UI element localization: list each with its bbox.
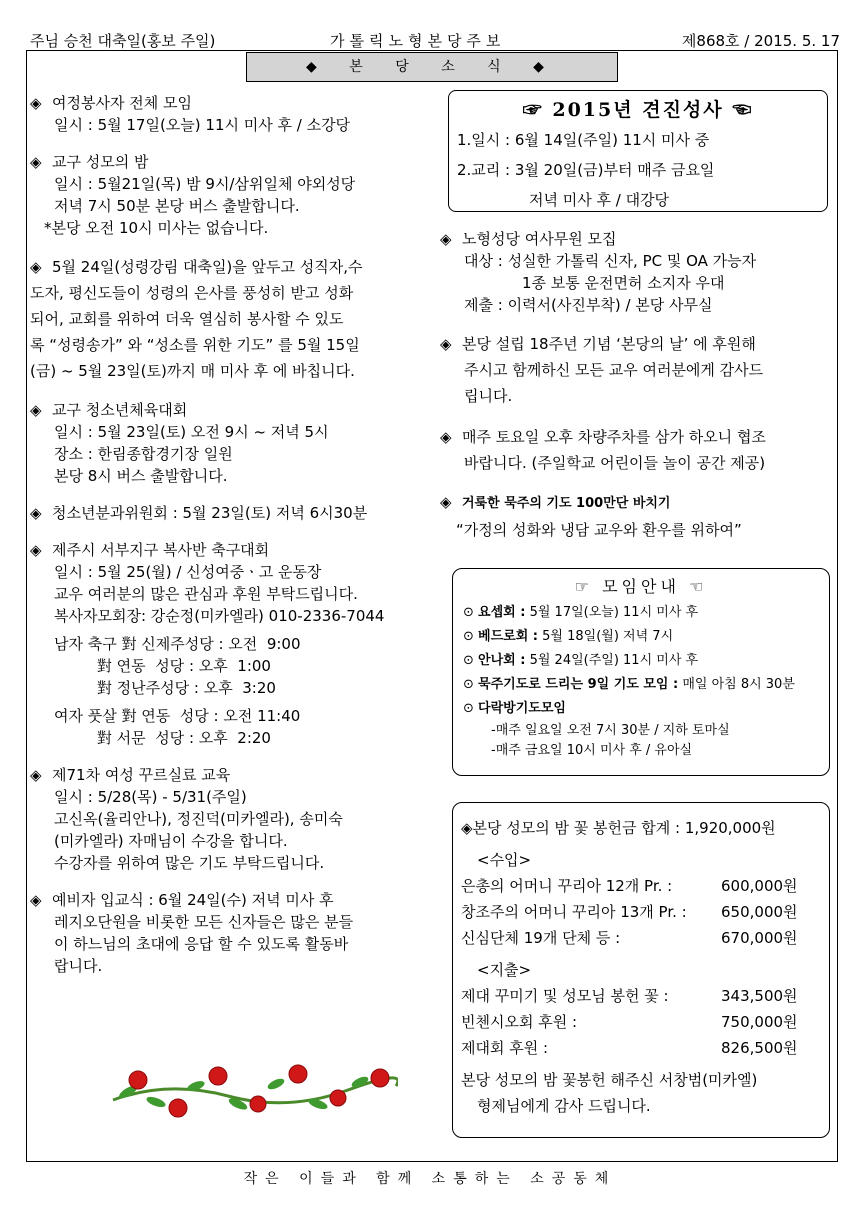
meeting-row: ⊙ 묵주기도로 드리는 9일 기도 모임 : 매일 아침 8시 30분	[463, 677, 795, 692]
notice-youth-sports: ◈ 교구 청소년체육대회 일시 : 5월 23일(토) 오전 9시 ~ 저녁 5시 장소 : 한림종합경기장 일원 본당 8시 버스 출발합니다.	[30, 401, 329, 485]
match-row: 對 서문 성당 : 오후 2:20	[54, 729, 271, 747]
notice-pentecost: ◈ 5월 24일(성령강림 대축일)을 앞두고 성직자,수 도자, 평신도들이 성령의 은사를 풍성히 받고 성화 되어, 교회를 위하여 더욱 열심히 봉사할 수 있도 록 “성령송가” 와 “성소를 위한 기도” 를 5월 15일 (금) ~ 5월 23일(토)까지 매 미사 후 에 바칩니다.	[30, 254, 435, 384]
header-issue: 제868호 / 2015. 5. 17	[681, 32, 840, 50]
match-row: 남자 축구 對 신제주성당 : 오전 9:00	[54, 635, 301, 653]
notice-marian-night: ◈ 교구 성모의 밤 일시 : 5월21일(목) 밤 9시/삼위일체 야외성당 저녁 7시 50분 본당 버스 출발합니다. *본당 오전 10시 미사는 없습니다.	[30, 153, 356, 237]
notice-rosary: ◈ 거룩한 묵주의 기도 100만단 바치기 “가정의 성화와 냉담 교우와 환우를 위하여”	[440, 493, 742, 539]
bullet-icon: ◈	[30, 504, 42, 522]
notice-parking: ◈ 매주 토요일 오후 차량주차를 삼가 하오니 협조 바랍니다. (주일학교 어린이들 놀이 공간 제공)	[440, 424, 835, 476]
expense-heading: <지출>	[477, 961, 532, 979]
meeting-row: ⊙ 요셉회 : 5월 17일(오늘) 11시 미사 후	[463, 605, 699, 620]
bullet-icon: ◈	[30, 94, 42, 112]
income-heading: <수입>	[477, 851, 532, 869]
meetings-box: ☞ 모임안내 ☜ ⊙ 요셉회 : 5월 17일(오늘) 11시 미사 후 ⊙ 베드로회 : 5월 18일(월) 저녁 7시 ⊙ 안나회 : 5월 24일(주일) 11시 미사 후 ⊙ 묵주기도로 드리는 9일 기도 모임 : 매일 아침 8시 30분 ⊙ 다락방기도모임 -매주 일요일 오전 7시 30분 / 지하 토마실 -매주 금요일 10시 미사 후 / 유아실	[452, 568, 830, 776]
confirmation-box: ☞ 2015년 견진성사 ☜ 1.일시 : 6월 14일(주일) 11시 미사 중 2.교리 : 3월 20일(금)부터 매주 금요일 저녁 미사 후 / 대강당	[448, 90, 828, 212]
match-row: 여자 풋살 對 연동 성당 : 오전 11:40	[54, 707, 301, 725]
notice-parish-day: ◈ 본당 설립 18주년 기념 ‘본당의 날’ 에 후원해 주시고 함께하신 모든 교우 여러분에게 감사드 립니다.	[440, 331, 835, 409]
circle-icon: ⊙	[463, 629, 474, 644]
circle-icon: ⊙	[463, 677, 474, 692]
bullet-icon: ◈	[440, 493, 452, 511]
left-column	[30, 92, 435, 992]
right-column	[440, 228, 835, 556]
confirmation-title: ☞ 2015년 견진성사 ☜	[522, 99, 754, 121]
bullet-icon: ◈	[440, 428, 452, 446]
match-row: 對 연동 성당 : 오후 1:00	[54, 657, 271, 675]
income-row: 창조주의 어머니 꾸리아 13개 Pr. : 650,000원	[461, 903, 798, 921]
income-row: 은총의 어머니 꾸리아 12개 Pr. : 600,000원	[461, 877, 798, 895]
bullet-icon: ◈	[440, 230, 452, 248]
notice-cursillo: ◈ 제71차 여성 꾸르실료 교육 일시 : 5/28(목) - 5/31(주일) 고신옥(율리안나), 정진덕(미카엘라), 송미숙 (미카엘라) 자매님이 수강을 합니다. 수강자를 위하여 많은 기도 부탁드립니다.	[30, 766, 343, 872]
offering-box	[452, 802, 830, 1138]
bullet-icon: ◈	[30, 258, 42, 276]
header-bulletin-name: 가톨릭노형본당주보	[330, 32, 506, 50]
meeting-row: ⊙ 다락방기도모임	[463, 701, 566, 716]
circle-icon: ⊙	[463, 605, 474, 620]
meeting-row: ⊙ 안나회 : 5월 24일(주일) 11시 미사 후	[463, 653, 699, 668]
notice-football: ◈ 제주시 서부지구 복사반 축구대회 일시 : 5월 25(월) / 신성여중ㆍ고 운동장 교우 여러분의 많은 관심과 후원 부탁드립니다. 복사자모회장: 강순정(미카엘라) 010-2336-7044 남자 축구 對 신제주성당 : 오전 9:00 對 연동 성당 : 오후 1:00 對 정난주성당 : 오후 3:20 여자 풋살 對 연동 성당 : 오전 11:40 對 서문 성당 : 오후 2:20	[30, 539, 435, 749]
meeting-row: ⊙ 베드로회 : 5월 18일(월) 저녁 7시	[463, 629, 674, 644]
page-header	[30, 30, 840, 52]
expense-row: 제대회 후원 : 826,500원	[461, 1039, 798, 1057]
bullet-icon: ◈	[30, 153, 42, 171]
section-title: ◆ 본 당 소 식 ◆	[246, 52, 618, 82]
bullet-icon: ◈	[30, 541, 42, 559]
roses-illustration	[108, 1060, 398, 1130]
circle-icon: ⊙	[463, 701, 474, 716]
match-row: 對 정난주성당 : 오후 3:20	[54, 679, 276, 697]
expense-row: 빈첸시오회 후원 : 750,000원	[461, 1013, 798, 1031]
bullet-icon: ◈	[440, 335, 452, 353]
bullet-icon: ◈	[30, 401, 42, 419]
header-feast: 주님 승천 대축일(홍보 주일)	[30, 32, 216, 50]
expense-row: 제대 꾸미기 및 성모님 봉헌 꽃 : 343,500원	[461, 987, 798, 1005]
footer-motto: 작은 이들과 함께 소통하는 소공동체	[243, 1171, 617, 1187]
offering-title: ◈본당 성모의 밤 꽃 봉헌금 합계 : 1,920,000원	[461, 819, 776, 837]
notice-clerk-recruit: ◈ 노형성당 여사무원 모집 대상 : 성실한 가톨릭 신자, PC 및 OA 가능자 1종 보통 운전면허 소지자 우대 제출 : 이력서(사진부착) / 본당 사무실	[440, 230, 757, 314]
thanks-line: 본당 성모의 밤 꽃봉헌 해주신 서창범(미카엘)	[461, 1071, 758, 1089]
notice-catechumen: ◈ 예비자 입교식 : 6월 24일(수) 저녁 미사 후 레지오단원을 비롯한 모든 신자들은 많은 분들 이 하느님의 초대에 응답 할 수 있도록 활동바 랍니다.	[30, 891, 354, 975]
income-row: 신심단체 19개 단체 등 : 670,000원	[461, 929, 798, 947]
meetings-title: ☞ 모임안내 ☜	[574, 577, 708, 596]
bullet-icon: ◈	[30, 766, 42, 784]
bullet-icon: ◈	[30, 891, 42, 909]
thanks-line: 형제님에게 감사 드립니다.	[477, 1097, 651, 1115]
notice-youth-committee: ◈ 청소년분과위원회 : 5월 23일(토) 저녁 6시30분	[30, 504, 368, 522]
notice-volunteers: ◈ 여정봉사자 전체 모임 일시 : 5월 17일(오늘) 11시 미사 후 / 소강당	[30, 94, 351, 134]
circle-icon: ⊙	[463, 653, 474, 668]
